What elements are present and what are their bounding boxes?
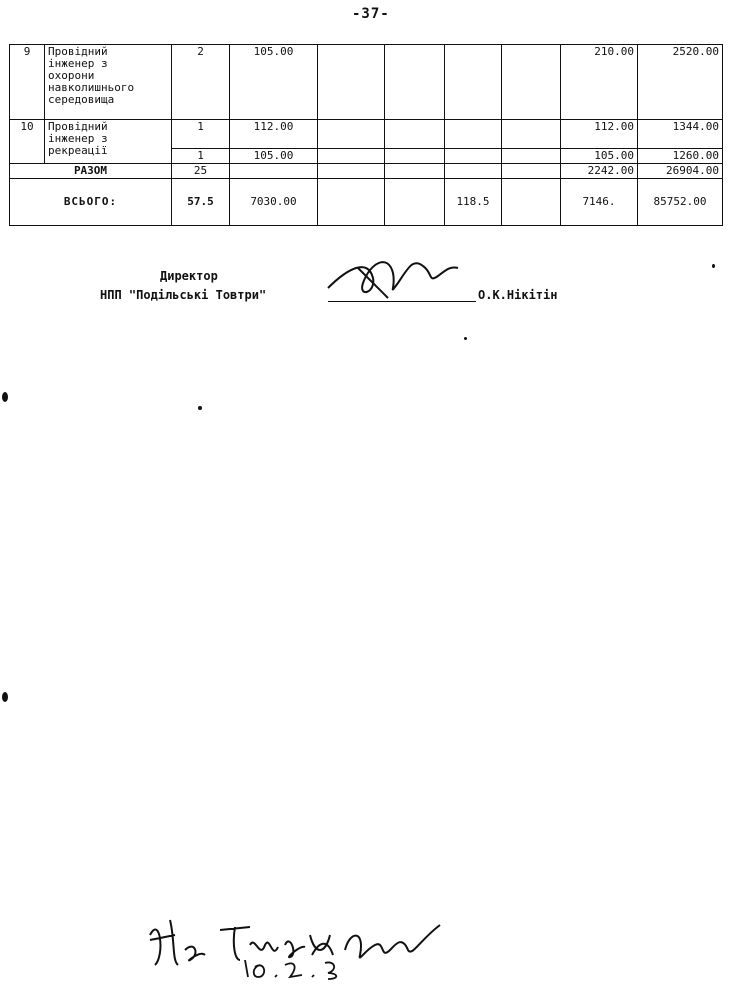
staff-count: 1 (172, 120, 230, 149)
empty-cell (230, 164, 318, 179)
total-monthly: 7146. (561, 179, 638, 226)
salary: 112.00 (230, 120, 318, 149)
subtotal-count: 25 (172, 164, 230, 179)
empty-cell (385, 164, 445, 179)
yearly-fund: 2520.00 (638, 45, 723, 120)
empty-cell (445, 120, 502, 149)
staff-count: 2 (172, 45, 230, 120)
row-number: 10 (10, 120, 45, 164)
total-yearly: 85752.00 (638, 179, 723, 226)
total-row (10, 179, 723, 226)
director-name: О.К.Нікітін (478, 288, 558, 302)
empty-cell (318, 149, 385, 164)
position-line: Провідний (48, 120, 108, 133)
salary: 105.00 (230, 149, 318, 164)
staff-table (9, 44, 723, 226)
position-name (45, 45, 172, 120)
subtotal-row (10, 164, 723, 179)
signature-image (318, 248, 478, 308)
staff-count: 1 (172, 149, 230, 164)
empty-cell (385, 149, 445, 164)
total-label: ВСЬОГО: (10, 179, 172, 226)
position-line: навколишнього (48, 81, 135, 94)
empty-cell (502, 45, 561, 120)
empty-cell (385, 120, 445, 149)
scan-speck (198, 406, 202, 410)
organization-name: НПП "Подільські Товтри" (100, 288, 267, 302)
total-salary: 7030.00 (230, 179, 318, 226)
position-line: інженер з (48, 57, 108, 70)
director-title: Директор (160, 269, 218, 283)
empty-cell (318, 164, 385, 179)
table-row (10, 120, 723, 149)
subtotal-yearly: 26904.00 (638, 164, 723, 179)
monthly-fund: 105.00 (561, 149, 638, 164)
monthly-fund: 112.00 (561, 120, 638, 149)
empty-cell (445, 45, 502, 120)
salary: 105.00 (230, 45, 318, 120)
subtotal-monthly: 2242.00 (561, 164, 638, 179)
position-line: охорони (48, 69, 95, 82)
monthly-fund: 210.00 (561, 45, 638, 120)
empty-cell (445, 149, 502, 164)
scan-speck (2, 392, 8, 402)
page-number: -37- (352, 6, 390, 22)
empty-cell (318, 120, 385, 149)
empty-cell (318, 179, 385, 226)
position-line: Провідний (48, 45, 108, 58)
scan-speck (464, 337, 467, 340)
handwritten-note (140, 905, 460, 980)
empty-cell (385, 45, 445, 120)
position-name (45, 120, 172, 164)
empty-cell (502, 179, 561, 226)
empty-cell (502, 164, 561, 179)
position-line: середовища (48, 93, 115, 106)
position-line: інженер з (48, 132, 108, 145)
total-count: 57.5 (172, 179, 230, 226)
table-row (10, 45, 723, 120)
scan-speck (712, 264, 715, 268)
yearly-fund: 1260.00 (638, 149, 723, 164)
empty-cell (318, 45, 385, 120)
subtotal-label: РАЗОМ (10, 164, 172, 179)
scan-speck (2, 692, 8, 702)
position-line: рекреації (48, 144, 108, 157)
total-col7: 118.5 (445, 179, 502, 226)
row-number: 9 (10, 45, 45, 120)
empty-cell (385, 179, 445, 226)
empty-cell (445, 164, 502, 179)
yearly-fund: 1344.00 (638, 120, 723, 149)
empty-cell (502, 120, 561, 149)
empty-cell (502, 149, 561, 164)
